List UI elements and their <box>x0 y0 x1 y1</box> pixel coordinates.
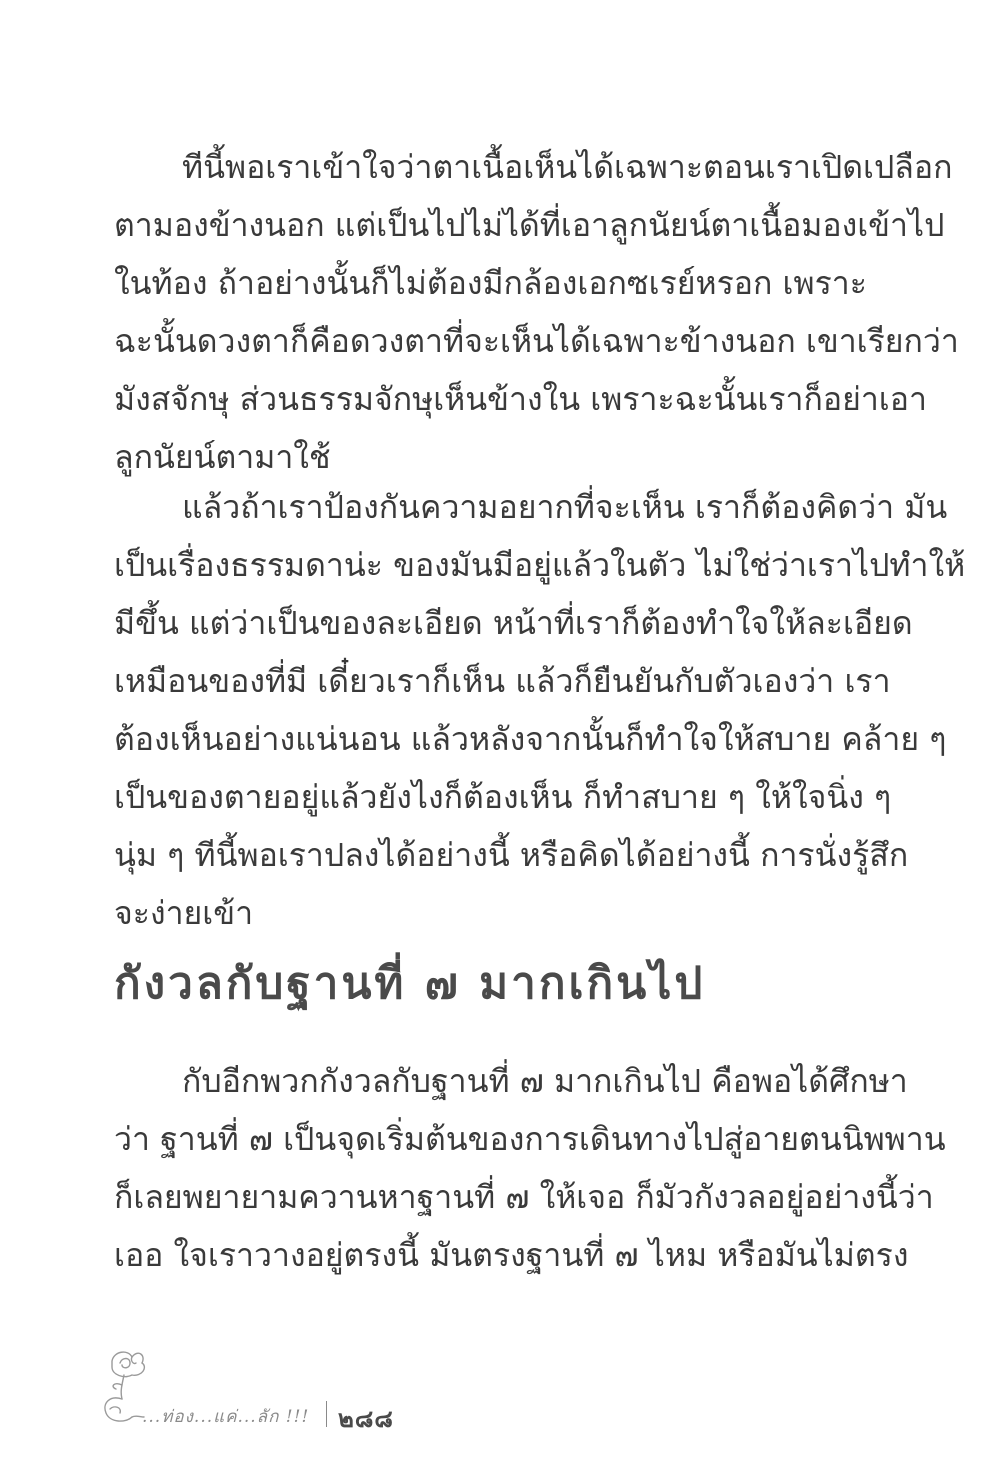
signature-text: ...ท่อง...แค่...ลัก !!! <box>142 1407 310 1427</box>
text-line: เป็นเรื่องธรรมดาน่ะ ของมันมีอยู่แล้วในตัว ไม่ใช่ว่าเราไปทำให้ <box>114 546 966 584</box>
paragraph-3 <box>114 1052 946 1284</box>
text-line: ก็เลยพยายามควานหาฐานที่ ๗ ให้เจอ ก็มัวกังวลอยู่อย่างนี้ว่า <box>114 1178 934 1216</box>
text-line: ฉะนั้นดวงตาก็คือดวงตาที่จะเห็นได้เฉพาะข้างนอก เขาเรียกว่า <box>114 322 959 360</box>
text-line: จะง่ายเข้า <box>114 894 254 932</box>
text-line: แล้วถ้าเราป้องกันความอยากที่จะเห็น เราก็ต้องคิดว่า มัน <box>182 488 948 526</box>
text-line: มีขึ้น แต่ว่าเป็นของละเอียด หน้าที่เราก็ต้องทำใจให้ละเอียด <box>114 604 913 642</box>
text-line: เป็นของตายอยู่แล้วยังไงก็ต้องเห็น ก็ทำสบาย ๆ ให้ใจนิ่ง ๆ <box>114 778 892 816</box>
text-line: ว่า ฐานที่ ๗ เป็นจุดเริ่มต้นของการเดินทางไปสู่อายตนนิพพาน <box>114 1120 946 1158</box>
text-line: กับอีกพวกกังวลกับฐานที่ ๗ มากเกินไป คือพอได้ศึกษา <box>182 1062 908 1100</box>
text-line: เออ ใจเราวางอยู่ตรงนี้ มันตรงฐานที่ ๗ ไหม หรือมันไม่ตรง <box>114 1236 909 1274</box>
text-line: มังสจักษุ ส่วนธรรมจักษุเห็นข้างใน เพราะฉะนั้นเราก็อย่าเอา <box>114 380 927 418</box>
text-line: ตามองข้างนอก แต่เป็นไปไม่ได้ที่เอาลูกนัยน์ตาเนื้อมองเข้าไป <box>114 206 945 244</box>
text-line: ต้องเห็นอย่างแน่นอน แล้วหลังจากนั้นก็ทำใจให้สบาย คล้าย ๆ <box>114 720 947 758</box>
section-heading: กังวลกับฐานที่ ๗ มากเกินไป <box>114 958 706 1009</box>
text-line: เหมือนของที่มี เดี๋ยวเราก็เห็น แล้วก็ยืนยันกับตัวเองว่า เรา <box>114 662 891 700</box>
text-line: นุ่ม ๆ ทีนี้พอเราปลงได้อย่างนี้ หรือคิดได้อย่างนี้ การนั่งรู้สึก <box>114 836 909 874</box>
page-number: ๒๘๘ <box>338 1405 394 1433</box>
page-footer <box>100 1345 420 1435</box>
paragraph-2 <box>114 478 966 942</box>
text-line: ลูกนัยน์ตามาใช้ <box>114 438 331 476</box>
text-line: ในท้อง ถ้าอย่างนั้นก็ไม่ต้องมีกล้องเอกซเรย์หรอก เพราะ <box>114 264 867 302</box>
text-line: ทีนี้พอเราเข้าใจว่าตาเนื้อเห็นได้เฉพาะตอนเราเปิดเปลือก <box>182 148 953 186</box>
footer-divider <box>326 1401 327 1427</box>
paragraph-1 <box>114 138 959 486</box>
